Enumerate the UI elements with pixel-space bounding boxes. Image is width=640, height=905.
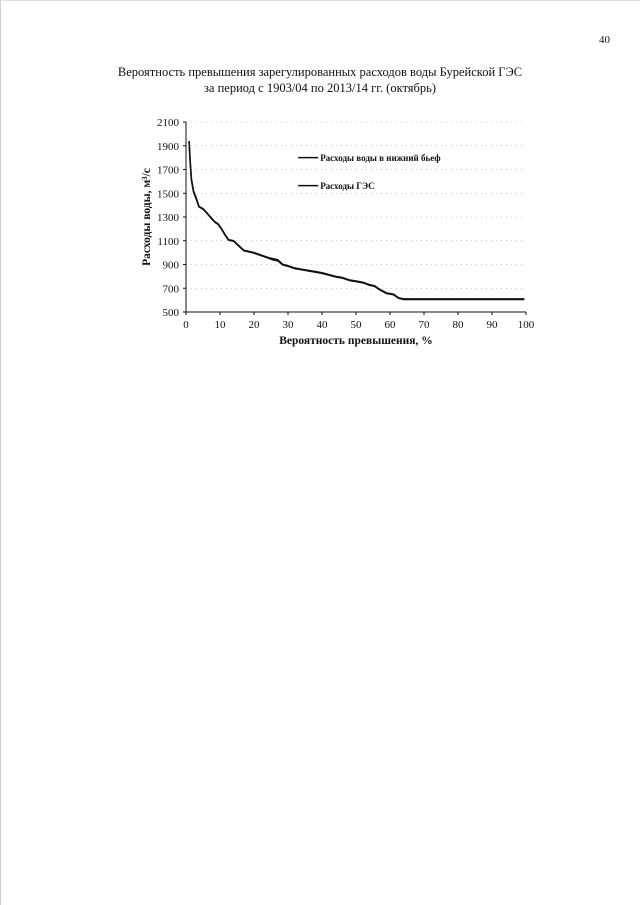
exceedance-probability-chart [130, 110, 550, 360]
scan-edge-top [0, 0, 640, 1]
legend-entry: Расходы воды в нижний бьеф [320, 153, 441, 164]
chart-title: Вероятность превышения зарегулированных расходов воды Бурейской ГЭС [117, 65, 523, 79]
x-tick-label: 10 [214, 319, 226, 331]
y-tick-label: 700 [162, 283, 179, 296]
y-tick-label: 1300 [157, 212, 179, 224]
y-tick-label: 1700 [157, 164, 179, 177]
x-tick-label: 40 [316, 319, 328, 331]
x-tick-label: 30 [282, 319, 294, 331]
chart-subtitle: за период с 1903/04 по 2013/14 гг. (октябрь) [203, 81, 437, 95]
chart-title-block [60, 64, 580, 96]
x-tick-label: 90 [486, 319, 498, 331]
x-tick-label: 60 [384, 319, 396, 331]
x-tick-label: 100 [517, 319, 535, 331]
series-line-2 [189, 142, 524, 299]
x-tick-label: 20 [248, 319, 260, 331]
y-tick-label: 1100 [157, 235, 179, 248]
x-tick-label: 0 [183, 319, 189, 331]
x-tick-label: 70 [418, 319, 430, 331]
x-tick-label: 50 [350, 319, 362, 331]
y-axis-label: Расходы воды, м³/с [141, 168, 153, 266]
series-line-1 [189, 141, 524, 299]
y-tick-label: 1500 [157, 188, 179, 201]
y-tick-label: 1900 [157, 140, 179, 153]
y-tick-label: 500 [162, 307, 179, 319]
scan-edge-left [0, 0, 1, 905]
x-axis-label: Вероятность превышения, % [279, 335, 433, 347]
y-tick-label: 900 [162, 259, 179, 272]
y-tick-label: 2100 [157, 117, 179, 129]
x-tick-label: 80 [452, 319, 464, 331]
page-number: 40 [599, 34, 610, 46]
legend-entry: Расходы ГЭС [320, 181, 375, 192]
